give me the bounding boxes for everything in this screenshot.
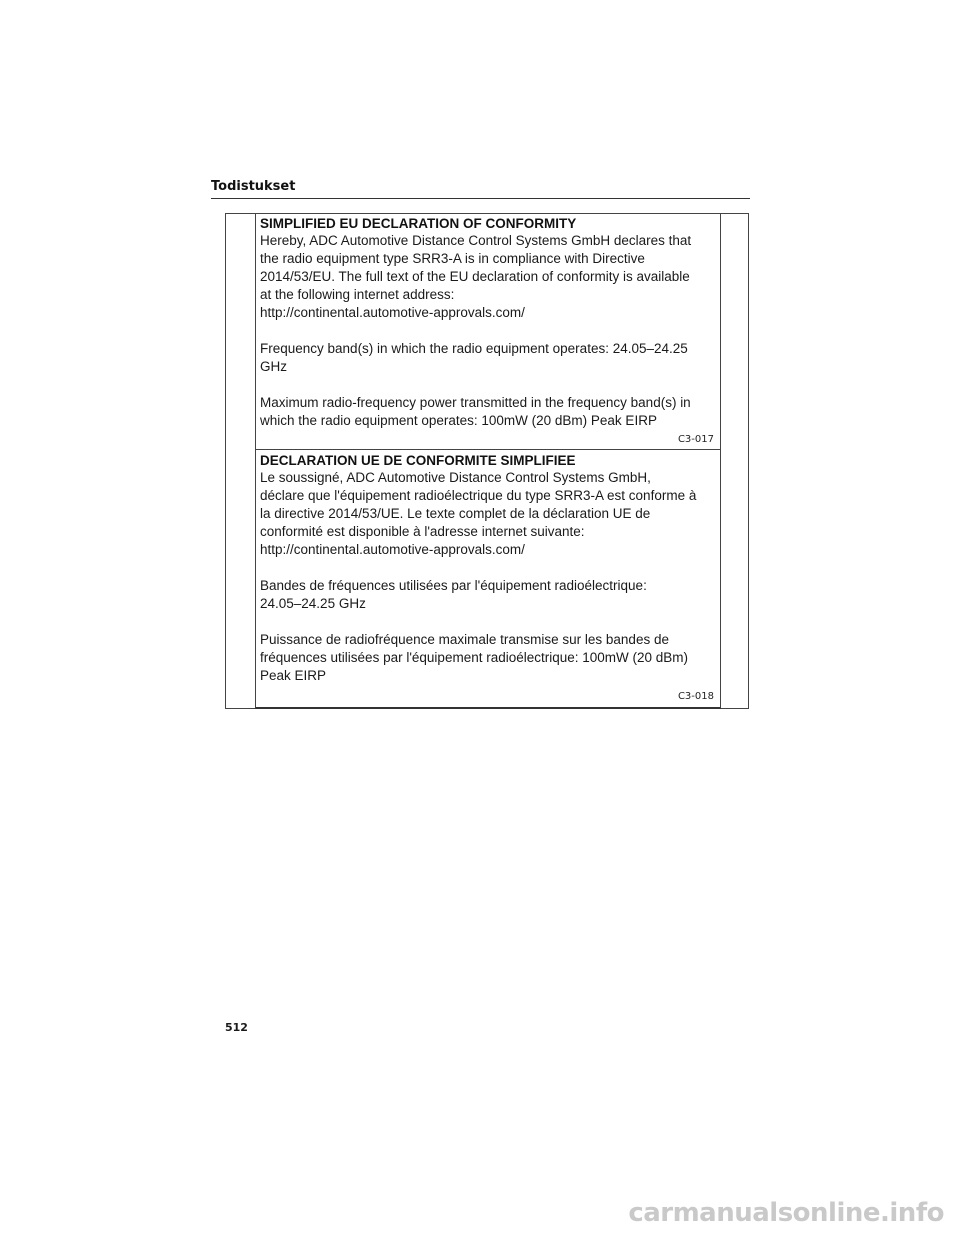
eu-line: the radio equipment type SRR3-A is in compliance with Directive: [260, 251, 645, 266]
fr-line: conformité est disponible à l'adresse internet suivante:: [260, 524, 585, 539]
watermark: carmanualsonline.info: [628, 1198, 944, 1228]
fr-line: Le soussigné, ADC Automotive Distance Control Systems GmbH,: [260, 470, 651, 485]
fr-reference-code: C3-018: [677, 691, 714, 702]
eu-line: Maximum radio-frequency power transmitted in the frequency band(s) in: [260, 395, 691, 410]
eu-line: 2014/53/EU. The full text of the EU declaration of conformity is available: [260, 269, 690, 284]
eu-line: Hereby, ADC Automotive Distance Control Systems GmbH declares that: [260, 233, 692, 248]
fr-declaration-box: [255, 450, 721, 709]
eu-line: which the radio equipment operates: 100mW (20 dBm) Peak EIRP: [260, 413, 657, 428]
fr-line: fréquences utilisées par l'équipement radioélectrique: 100mW (20 dBm): [260, 650, 689, 665]
title-divider: [211, 198, 750, 199]
eu-declaration-box: [255, 213, 721, 450]
fr-declaration-heading: DECLARATION UE DE CONFORMITE SIMPLIFIEE: [260, 453, 576, 468]
fr-line: Bandes de fréquences utilisées par l'équipement radioélectrique:: [260, 578, 647, 593]
fr-line: Peak EIRP: [260, 668, 327, 683]
fr-line: 24.05–24.25 GHz: [260, 596, 366, 611]
eu-url: http://continental.automotive-approvals.com/: [260, 305, 525, 320]
fr-line: la directive 2014/53/UE. Le texte complet de la déclaration UE de: [260, 506, 651, 521]
eu-reference-code: C3-017: [677, 434, 714, 445]
eu-line: at the following internet address:: [260, 287, 455, 302]
page-number: 512: [225, 1021, 248, 1034]
eu-line: GHz: [260, 359, 287, 374]
eu-line: Frequency band(s) in which the radio equipment operates: 24.05–24.25: [260, 341, 688, 356]
fr-line: déclare que l'équipement radioélectrique du type SRR3-A est conforme à: [260, 488, 697, 503]
fr-url: http://continental.automotive-approvals.com/: [260, 542, 525, 557]
fr-line: Puissance de radiofréquence maximale transmise sur les bandes de: [260, 632, 669, 647]
section-title: Todistukset: [211, 179, 296, 194]
eu-declaration-heading: SIMPLIFIED EU DECLARATION OF CONFORMITY: [260, 216, 577, 231]
